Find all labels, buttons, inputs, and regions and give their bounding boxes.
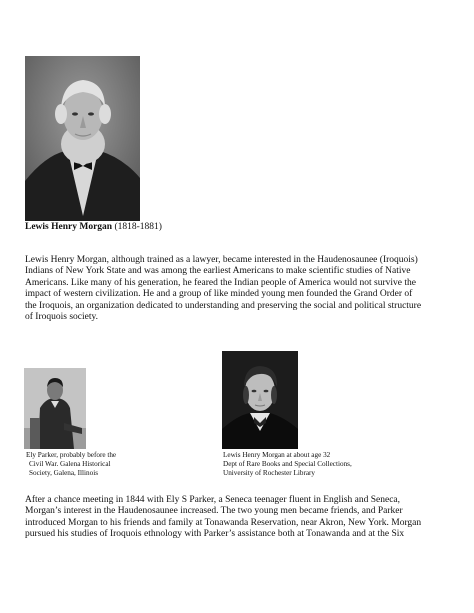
caption-line: Lewis Henry Morgan at about age 32 — [223, 451, 331, 459]
paragraph-line: Lewis Henry Morgan, although trained as a lawyer, became interested in the Haudenosaunee (Iroquois) — [25, 255, 418, 265]
caption-line: Ely Parker, probably before the — [26, 451, 117, 459]
paragraph-line: After a chance meeting in 1844 with Ely S Parker, a Seneca teenager fluent in English and Seneca, — [25, 495, 400, 505]
paragraph-line: introduced Morgan to his friends and family at Tonawanda Reservation, near Akron, New York. Morgan — [25, 517, 422, 528]
ely-parker-caption — [26, 451, 116, 478]
portrait-dates: (1818-1881) — [114, 222, 162, 232]
paragraph-line: Americans. Like many of his generation, he feared the Indian people of America would not survive the — [25, 277, 416, 288]
caption-line: Dept of Rare Books and Special Collections, — [223, 460, 352, 468]
young-morgan-portrait — [222, 351, 298, 449]
caption-line: Civil War. Galena Historical — [29, 460, 111, 468]
intro-paragraph — [25, 255, 455, 323]
ely-parker-portrait — [24, 368, 86, 449]
portrait-name: Lewis Henry Morgan — [25, 222, 113, 232]
paragraph-line: of Iroquois society. — [25, 312, 98, 323]
caption-line: Society, Galena, Illinois — [29, 469, 98, 477]
paragraph-line: Indians of New York State and was among the earliest Americans to make scientific studies of Native — [25, 266, 411, 277]
paragraph-line: Morgan’s interest in the Haudenosaunee increased. The two young men became friends, and Parker — [25, 506, 403, 517]
main-portrait-caption — [25, 222, 162, 232]
young-morgan-caption — [223, 451, 352, 478]
paragraph-line: pursued his studies of Iroquois ethnology with Parker’s assistance both at Tonawanda and at the Six — [25, 529, 405, 540]
lewis-henry-morgan-portrait — [25, 56, 140, 221]
meeting-paragraph — [25, 495, 455, 541]
paragraph-line: the Iroquois, an organization dedicated to understanding and preserving the social and political structure — [25, 300, 422, 311]
caption-line: University of Rochester Library — [223, 469, 316, 477]
paragraph-line: impact of western civilization. He and a group of like minded young men founded the Grand Order of — [25, 289, 413, 300]
